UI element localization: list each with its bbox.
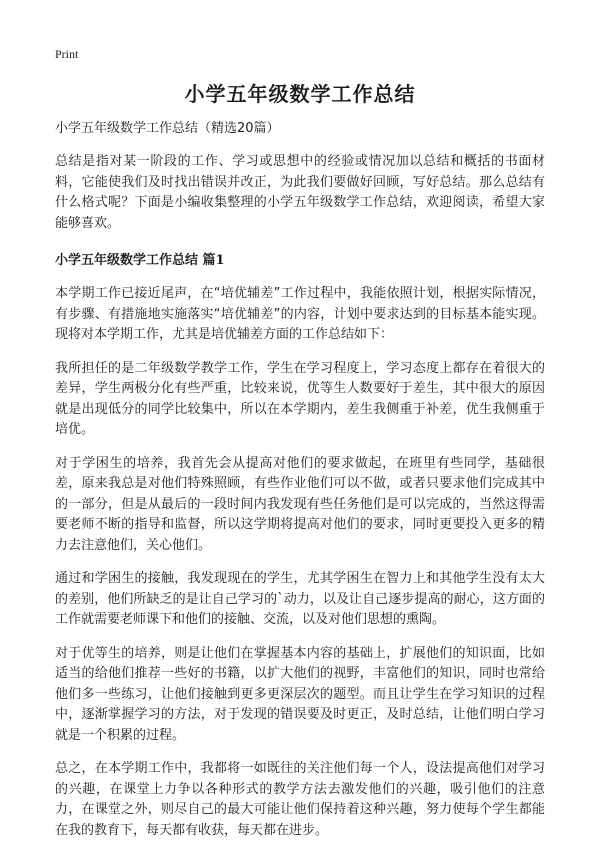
body-paragraph-2: 我所担任的是二年级数学教学工作，学生在学习程度上，学习态度上都存在着很大的差异，学生两极分化有些严重，比较来说，优等生人数要好于差生，其中很大的原因就是出现低分的同学比较集中，所以在本学期内，差生我侧重于补差，优生我侧重于培优。 [55,360,545,437]
print-link[interactable]: Print [55,47,79,61]
document-title: 小学五年级数学工作总结 [184,82,416,106]
body-paragraph-3: 对于学困生的培养，我首先会从提高对他们的要求做起，在班里有些同学，基础很差，原来我总是对他们特殊照顾，有些作业他们可以不做，或者只要求他们完成其中的一部分，但是从最后的一段时间内我发现有些任务他们是可以完成的，当然这得需要老师不断的指导和监督，所以这学期将提高对他们的要求，同时更要投入更多的精力去注意他们，关心他们。 [55,455,545,553]
section-heading: 小学五年级数学工作总结 篇1 [55,253,225,268]
body-paragraph-1: 本学期工作已接近尾声，在“培优辅差”工作过程中，我能依照计划，根据实际情况，有步骤、有措施地实施落实“培优辅差”的内容，计划中要求达到的目标基本能实现。现将对本学期工作，尤其是培优辅差方面的工作总结如下： [55,286,545,342]
body-paragraph-4: 通过和学困生的接触，我发现现在的学生，尤其学困生在智力上和其他学生没有太大的差别，他们所缺乏的是让自己学习的`动力，以及让自己逐步提高的耐心，这方面的工作就需要老师课下和他们的接触、交流，以及对他们思想的熏陶。 [55,571,545,627]
intro-paragraph: 总结是指对某一阶段的工作、学习或思想中的经验或情况加以总结和概括的书面材料，它能使我们及时找出错误并改正，为此我们要做好回顾，写好总结。那么总结有什么格式呢？下面是小编收集整理的小学五年级数学工作总结，欢迎阅读，希望大家能够喜欢。 [55,154,545,231]
document-subtitle: 小学五年级数学工作总结（精选20篇） [55,121,280,136]
body-paragraph-6: 总之，在本学期工作中，我都将一如既往的关注他们每一个人，设法提高他们对学习的兴趣，在课堂上力争以各种形式的教学方法去激发他们的兴趣，吸引他们的注意力，在课堂之外，则尽自己的最大可能让他们保持着这种兴趣，努力使每个学生都能在我的教育下，每天都有收获，每天都在进步。 [55,761,545,838]
body-paragraph-5: 对于优等生的培养，则是让他们在掌握基本内容的基础上，扩展他们的知识面，比如适当的给他们推荐一些好的书籍，以扩大他们的视野，丰富他们的知识，同时也常给他们多一些练习，让他们接触到更多更深层次的题型。而且让学生在学习知识的过程中，逐渐掌握学习的方法，对于发现的错误要及时更正，及时总结，让他们明白学习就是一个积累的过程。 [55,645,545,743]
